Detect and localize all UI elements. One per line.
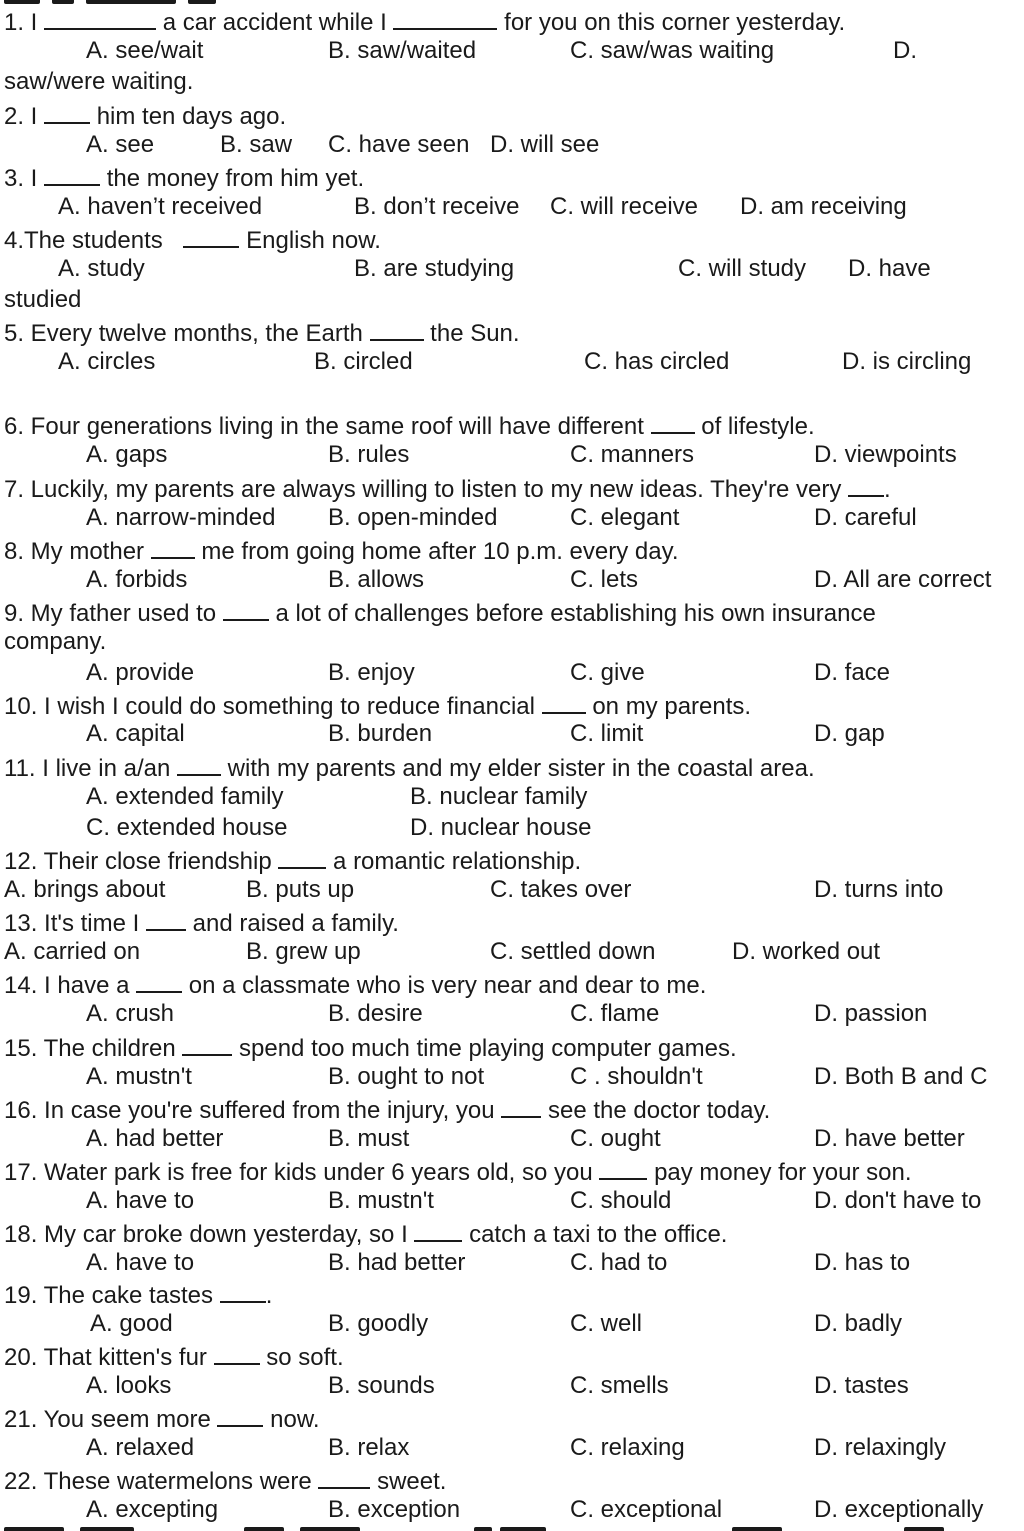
question-17 (4, 1158, 912, 1185)
option-c[interactable]: C. manners (570, 441, 695, 468)
option-a[interactable]: A. see/wait (86, 37, 204, 64)
question-text: and raised a family. (192, 910, 399, 937)
answer-blank[interactable] (370, 319, 424, 341)
option-b[interactable]: B. had better (328, 1249, 466, 1276)
option-d[interactable]: D. nuclear house (410, 814, 592, 841)
option-a[interactable]: A. brings about (4, 876, 166, 903)
option-c[interactable]: C. lets (570, 566, 639, 593)
option-a[interactable]: A. capital (86, 720, 185, 747)
option-b[interactable]: B. don’t receive (354, 193, 520, 220)
option-b[interactable]: B. sounds (328, 1372, 435, 1399)
option-d[interactable]: D. worked out (732, 938, 881, 965)
question-text: the Sun. (430, 320, 520, 347)
option-d[interactable]: D. passion (814, 1000, 928, 1027)
question-text: for you on this corner yesterday. (504, 9, 846, 36)
option-b[interactable]: B. relax (328, 1434, 410, 1461)
option-c[interactable]: C. have seen (328, 131, 470, 158)
question-2 (4, 102, 286, 129)
clipped-bottom-text (0, 1525, 1024, 1531)
option-a[interactable]: A. good (90, 1310, 173, 1337)
option-c[interactable]: C. takes over (490, 876, 632, 903)
question-stem: 15. The children (4, 1035, 176, 1062)
answer-blank[interactable] (136, 971, 182, 993)
option-a[interactable]: A. mustn't (86, 1063, 192, 1090)
option-c[interactable]: C. settled down (490, 938, 656, 965)
option-d[interactable]: D. have better (814, 1125, 965, 1152)
option-c[interactable]: C. saw/was waiting (570, 37, 775, 64)
option-c[interactable]: C. will receive (550, 193, 699, 220)
question-stem: 20. That kitten's fur (4, 1344, 207, 1371)
option-b[interactable]: B. saw (220, 131, 293, 158)
option-a[interactable]: A. narrow-minded (86, 504, 276, 531)
option-c[interactable]: C. ought (570, 1125, 661, 1152)
question-9 (4, 599, 876, 626)
answer-blank[interactable] (214, 1343, 260, 1365)
answer-blank[interactable] (501, 1096, 541, 1118)
answer-blank[interactable] (151, 537, 195, 559)
option-c[interactable]: C. give (570, 659, 645, 686)
question-3 (4, 164, 364, 191)
question-11 (4, 754, 815, 781)
option-d[interactable]: D. tastes (814, 1372, 909, 1399)
option-b[interactable]: B. enjoy (328, 659, 415, 686)
option-d[interactable]: D. relaxingly (814, 1434, 947, 1461)
option-a[interactable]: A. study (58, 255, 145, 282)
question-text: a lot of challenges before establishing his own insurance (275, 600, 876, 627)
option-d[interactable]: D. Both B and C (814, 1063, 988, 1090)
option-d-continued[interactable]: saw/were waiting. (4, 68, 194, 95)
option-d[interactable]: D. will see (490, 131, 600, 158)
question-stem: 10. I wish I could do something to reduce financial (4, 693, 535, 720)
question-15 (4, 1034, 737, 1061)
answer-blank[interactable] (217, 1405, 263, 1427)
question-stem: 8. My mother (4, 538, 145, 565)
question-text: so soft. (266, 1344, 344, 1371)
question-13 (4, 909, 399, 936)
question-text: spend too much time playing computer games. (239, 1035, 737, 1062)
answer-blank[interactable] (183, 226, 239, 248)
question-stem: 16. In case you're suffered from the injury, you (4, 1097, 495, 1124)
question-text: now. (270, 1406, 320, 1433)
question-21 (4, 1405, 320, 1432)
question-text: English now. (246, 227, 381, 254)
option-b[interactable]: B. open-minded (328, 504, 498, 531)
option-a[interactable]: A. extended family (86, 783, 284, 810)
option-c[interactable]: C. flame (570, 1000, 660, 1027)
answer-blank[interactable] (220, 1281, 266, 1303)
question-stem: 12. Their close friendship (4, 848, 272, 875)
question-stem: 6. Four generations living in the same roof will have different (4, 413, 644, 440)
option-d[interactable]: D. gap (814, 720, 885, 747)
option-a[interactable]: A. crush (86, 1000, 175, 1027)
option-b[interactable]: B. nuclear family (410, 783, 588, 810)
option-a[interactable]: A. have to (86, 1249, 195, 1276)
question-stem: 3. I (4, 165, 38, 192)
question-16 (4, 1096, 770, 1123)
option-b[interactable]: B. desire (328, 1000, 423, 1027)
option-c[interactable]: C. smells (570, 1372, 669, 1399)
option-b[interactable]: B. must (328, 1125, 410, 1152)
option-a[interactable]: A. have to (86, 1187, 195, 1214)
question-text: me from going home after 10 p.m. every day. (201, 538, 679, 565)
option-b[interactable]: B. grew up (246, 938, 361, 965)
question-6 (4, 412, 815, 439)
option-a[interactable]: A. carried on (4, 938, 141, 965)
question-5 (4, 319, 520, 346)
option-c[interactable]: C. had to (570, 1249, 668, 1276)
option-c[interactable]: C. exceptional (570, 1496, 723, 1523)
question-stem: 19. The cake tastes (4, 1282, 214, 1309)
question-4 (4, 226, 381, 253)
option-c[interactable]: C. will study (678, 255, 807, 282)
question-stem: 13. It's time I (4, 910, 140, 937)
option-a[interactable]: A. had better (86, 1125, 224, 1152)
answer-blank[interactable] (393, 8, 497, 30)
option-a[interactable]: A. forbids (86, 566, 188, 593)
option-b[interactable]: B. exception (328, 1496, 461, 1523)
question-stem: 4.The students (4, 227, 163, 254)
option-a[interactable]: A. excepting (86, 1496, 219, 1523)
question-stem: 21. You seem more (4, 1406, 211, 1433)
option-d[interactable]: D. face (814, 659, 891, 686)
option-d[interactable]: D. careful (814, 504, 917, 531)
option-d[interactable]: D. don't have to (814, 1187, 982, 1214)
answer-blank[interactable] (278, 847, 326, 869)
question-stem: 5. Every twelve months, the Earth (4, 320, 363, 347)
option-a[interactable]: A. gaps (86, 441, 168, 468)
option-c[interactable]: C. well (570, 1310, 643, 1337)
question-1 (4, 8, 845, 35)
clipped-top-text (0, 0, 1024, 6)
question-text: . (884, 476, 891, 503)
question-8 (4, 537, 679, 564)
option-b[interactable]: B. burden (328, 720, 433, 747)
option-b[interactable]: B. are studying (354, 255, 515, 282)
question-stem: 2. I (4, 103, 38, 130)
question-stem: 22. These watermelons were (4, 1468, 312, 1495)
question-text-continued: company. (4, 628, 107, 655)
answer-blank[interactable] (318, 1467, 370, 1489)
option-d[interactable]: D. (893, 37, 917, 64)
question-text: on my parents. (592, 693, 752, 720)
question-19 (4, 1281, 272, 1308)
answer-blank[interactable] (542, 692, 586, 714)
question-text: pay money for your son. (654, 1159, 912, 1186)
question-18 (4, 1220, 727, 1247)
option-c[interactable]: C. relaxing (570, 1434, 685, 1461)
option-c[interactable]: C . shouldn't (570, 1063, 703, 1090)
option-b[interactable]: B. allows (328, 566, 425, 593)
option-a[interactable]: A. circles (58, 348, 156, 375)
option-d[interactable]: D. All are correct (814, 566, 992, 593)
option-d[interactable]: D. badly (814, 1310, 903, 1337)
question-text: . (265, 1282, 273, 1309)
answer-blank[interactable] (44, 102, 90, 124)
option-b[interactable]: B. mustn't (328, 1187, 434, 1214)
question-stem: 1. I (4, 9, 38, 36)
answer-blank[interactable] (599, 1158, 647, 1180)
option-d[interactable]: D. am receiving (740, 193, 907, 220)
question-7 (4, 475, 891, 502)
option-d[interactable]: D. is circling (842, 348, 972, 375)
option-b[interactable]: B. goodly (328, 1310, 429, 1337)
answer-blank[interactable] (44, 164, 100, 186)
question-14 (4, 971, 706, 998)
option-c[interactable]: C. should (570, 1187, 672, 1214)
option-d[interactable]: D. viewpoints (814, 441, 957, 468)
question-10 (4, 692, 751, 719)
question-text: sweet. (377, 1468, 447, 1495)
option-c[interactable]: C. elegant (570, 504, 680, 531)
answer-blank[interactable] (223, 599, 269, 621)
question-stem: 7. Luckily, my parents are always willing to listen to my new ideas. They're very (4, 476, 842, 503)
option-d[interactable]: D. exceptionally (814, 1496, 984, 1523)
question-20 (4, 1343, 344, 1370)
answer-blank[interactable] (651, 412, 695, 434)
question-text: on a classmate who is very near and dear to me. (188, 972, 707, 999)
option-a[interactable]: A. haven’t received (58, 193, 263, 220)
option-c[interactable]: C. has circled (584, 348, 730, 375)
question-text: with my parents and my elder sister in the coastal area. (227, 755, 815, 782)
question-stem: 17. Water park is free for kids under 6 years old, so you (4, 1159, 593, 1186)
option-c[interactable]: C. limit (570, 720, 644, 747)
option-b[interactable]: B. rules (328, 441, 410, 468)
answer-blank[interactable] (177, 754, 221, 776)
option-d[interactable]: D. turns into (814, 876, 944, 903)
option-c[interactable]: C. extended house (86, 814, 288, 841)
question-22 (4, 1467, 446, 1494)
question-stem: 11. I live in a/an (4, 755, 171, 782)
option-a[interactable]: A. looks (86, 1372, 172, 1399)
option-b[interactable]: B. circled (314, 348, 413, 375)
option-b[interactable]: B. ought to not (328, 1063, 485, 1090)
option-d-continued[interactable]: studied (4, 286, 82, 313)
question-text: a romantic relationship. (333, 848, 582, 875)
question-text: catch a taxi to the office. (469, 1221, 728, 1248)
option-b[interactable]: B. puts up (246, 876, 355, 903)
question-text: him ten days ago. (96, 103, 287, 130)
answer-blank[interactable] (414, 1220, 462, 1242)
answer-blank[interactable] (182, 1034, 232, 1056)
answer-blank[interactable] (146, 909, 186, 931)
answer-blank[interactable] (44, 8, 156, 30)
question-text: a car accident while I (162, 9, 387, 36)
option-a[interactable]: A. relaxed (86, 1434, 195, 1461)
option-d[interactable]: D. have (848, 255, 931, 282)
answer-blank[interactable] (848, 475, 884, 497)
question-12 (4, 847, 581, 874)
question-stem: 14. I have a (4, 972, 130, 999)
option-a[interactable]: A. see (86, 131, 155, 158)
option-d[interactable]: D. has to (814, 1249, 911, 1276)
option-a[interactable]: A. provide (86, 659, 195, 686)
question-stem: 9. My father used to (4, 600, 217, 627)
question-text: see the doctor today. (547, 1097, 771, 1124)
question-stem: 18. My car broke down yesterday, so I (4, 1221, 408, 1248)
question-text: of lifestyle. (701, 413, 815, 440)
option-b[interactable]: B. saw/waited (328, 37, 477, 64)
question-text: the money from him yet. (106, 165, 365, 192)
